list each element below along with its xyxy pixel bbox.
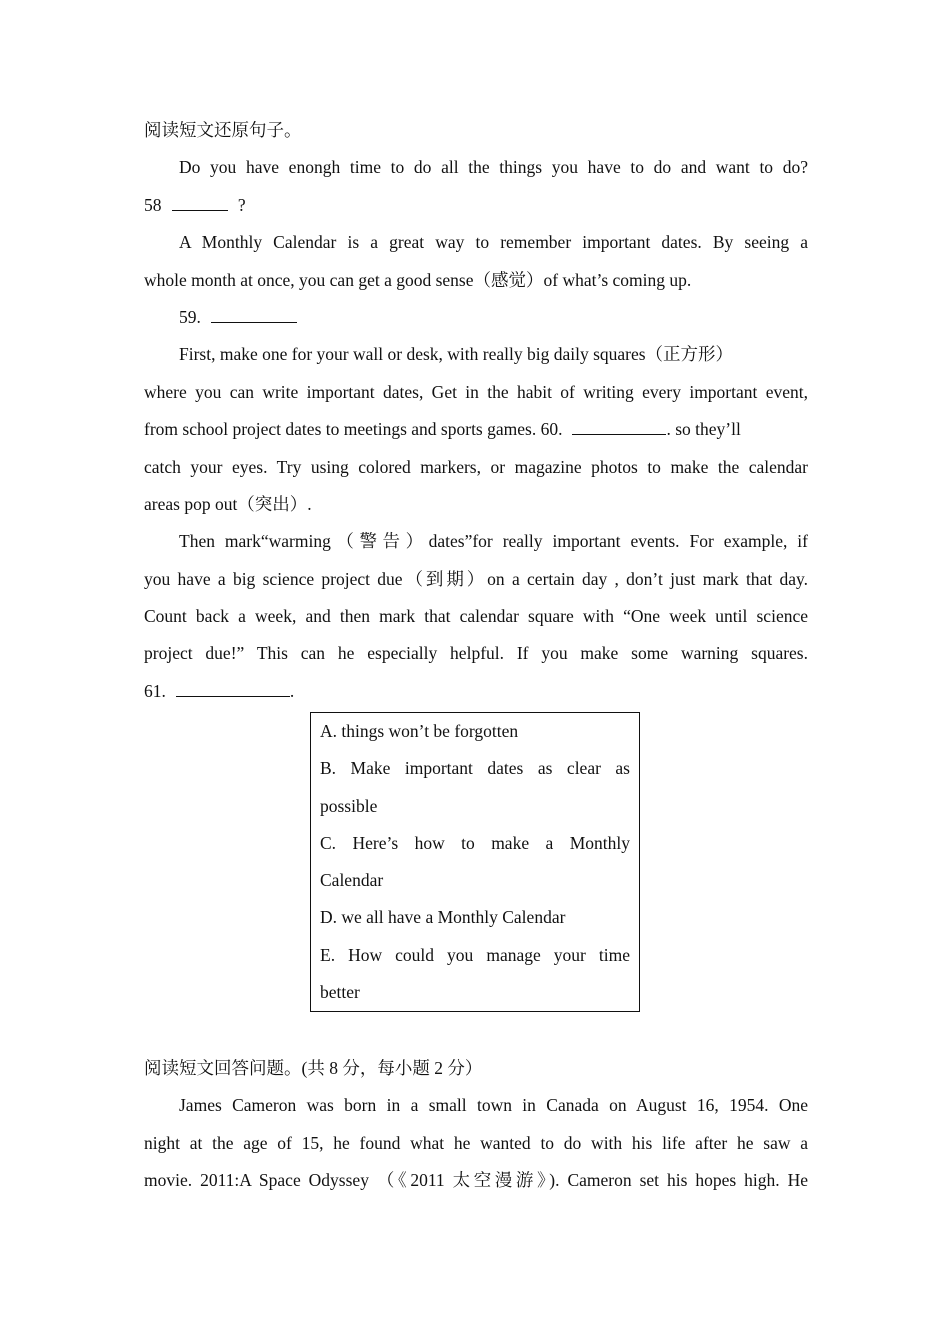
section-2 <box>144 1050 808 1200</box>
option-b-line-1: B. Make important dates as clear as <box>320 758 630 779</box>
question-61-number: 61. <box>144 680 166 701</box>
paragraph-4-line-4: project due!” This can he especially helpful. If you make some warning squares. <box>144 643 808 664</box>
paragraph-3-line-1: First, make one for your wall or desk, with really big daily squares（正方形） <box>179 344 734 365</box>
section-2-line-3: movie. 2011:A Space Odyssey （《2011 太空漫游》). Cameron set his hopes high. He <box>144 1170 808 1191</box>
question-58-line <box>144 187 808 224</box>
paragraph-2-line-1: A Monthly Calendar is a great way to remember important dates. By seeing a <box>179 232 808 253</box>
answer-blank-59[interactable] <box>211 304 297 323</box>
paragraph-4-line-3: Count back a week, and then mark that calendar square with “One week until science <box>144 606 808 627</box>
answer-blank-58[interactable] <box>172 192 228 211</box>
section-heading-reading-restore: 阅读短文还原句子。 <box>144 120 302 140</box>
answer-blank-61[interactable] <box>176 678 290 697</box>
paragraph-3-line-5: areas pop out（突出）. <box>144 493 312 514</box>
section-2-line-1: James Cameron was born in a small town in Canada on August 16, 1954. One <box>179 1095 808 1116</box>
paragraph-3-line-4: catch your eyes. Try using colored markers, or magazine photos to make the calendar <box>144 456 808 477</box>
question-59-line <box>144 299 808 336</box>
option-c-line-1: C. Here’s how to make a Monthly <box>320 832 630 853</box>
question-59-number: 59. <box>179 306 201 327</box>
question-61-mark: . <box>289 680 295 701</box>
option-d: D. we all have a Monthly Calendar <box>320 907 566 928</box>
paragraph-1-line-1: Do you have enongh time to do all the things you have to do and want to do? <box>179 157 808 178</box>
paragraph-3-line-2: where you can write important dates, Get in the habit of writing every important event, <box>144 381 808 402</box>
question-58-number: 58 <box>144 194 162 215</box>
option-e-line-1: E. How could you manage your time <box>320 944 630 965</box>
paragraph-2-line-2: whole month at once, you can get a good sense（感觉）of what’s coming up. <box>144 269 692 290</box>
question-61-line <box>144 673 808 710</box>
section-heading-reading-answer: 阅读短文回答问题。(共 8 分，每小题 2 分） <box>144 1058 483 1078</box>
option-e-line-2: better <box>320 982 360 1003</box>
answer-blank-60[interactable] <box>572 416 666 435</box>
paragraph-3-line-3-text: from school project dates to meetings and sports games. 60. <box>144 419 563 440</box>
paragraph-3-line-3-tail: . so they’ll <box>666 419 741 440</box>
section-2-line-2: night at the age of 15, he found what he wanted to do with his life after he saw a <box>144 1132 808 1153</box>
option-c-line-2: Calendar <box>320 870 384 891</box>
option-b-line-2: possible <box>320 795 378 816</box>
option-a: A. things won’t be forgotten <box>320 721 519 741</box>
question-58-mark: ? <box>237 194 246 215</box>
document-page <box>144 112 808 1191</box>
options-box <box>310 712 640 1012</box>
paragraph-4-line-1: Then mark“warming（警告）dates”for really important events. For example, if <box>179 531 808 552</box>
paragraph-3-line-3 <box>144 411 808 448</box>
paragraph-4-line-2: you have a big science project due（到期）on a certain day , don’t just mark that day. <box>144 568 808 589</box>
